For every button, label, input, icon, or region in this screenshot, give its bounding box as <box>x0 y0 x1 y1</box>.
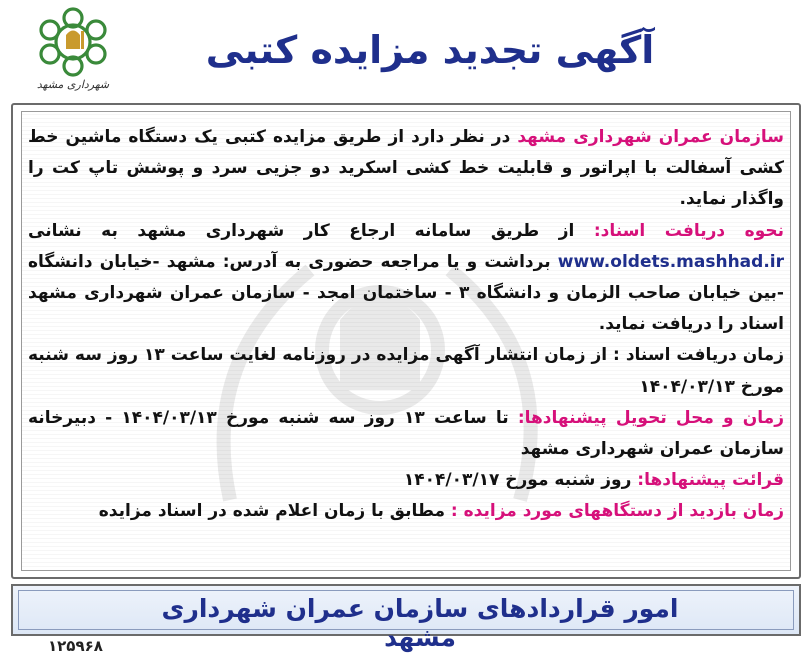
mashhad-municipality-logo <box>28 4 118 100</box>
doc-address-text: برداشت و یا مراجعه حضوری به آدرس: مشهد -خیابان دانشگاه -بین خیابان صاحب الزمان و دانشگاه ۳ - ساختمان امجد - سازمان عمران شهرداری مشهد اسناد را دریافت نماید. <box>28 251 784 335</box>
footer-department: امور قراردادهای سازمان عمران شهرداری مشهد <box>161 594 679 652</box>
opening-text: روز شنبه مورخ ۱۴۰۴/۰۳/۱۷ <box>403 470 638 491</box>
doc-method-label: نحوه دریافت اسناد: <box>593 220 785 241</box>
header <box>0 0 811 104</box>
visit-text: مطابق با زمان اعلام شده در اسناد مزایده <box>98 501 451 522</box>
organizer-name: سازمان عمران شهرداری مشهد <box>517 127 784 147</box>
doc-time-text: زمان دریافت اسناد : از زمان انتشار آگهی مزایده در روزنامه لغایت ساعت ۱۳ روز سه شنبه مورخ ۱۴۰۴/۰۳/۱۳ <box>28 345 784 397</box>
visit-label: زمان بازدید از دستگاههای مورد مزایده : <box>450 501 784 522</box>
doc-url-link[interactable]: www.oldets.mashhad.ir <box>557 251 784 272</box>
opening-label: قرائت پیشنهادها: <box>637 470 784 491</box>
auction-description: در نظر دارد از طریق مزایده کتبی یک دستگاه ماشین خط کشی آسفالت با اپراتور و قابلیت خط کشی اسکرید دو جزیی سرد و پوشش تاپ کت را واگذار نماید. <box>28 127 784 210</box>
submission-label: زمان و محل تحویل پیشنهادها: <box>517 407 784 428</box>
notice-body <box>28 122 784 528</box>
doc-method-text: از طریق سامانه ارجاع کار شهرداری مشهد به نشانی <box>28 220 594 241</box>
submission-text: تا ساعت ۱۳ روز سه شنبه مورخ ۱۴۰۴/۰۳/۱۳ - دبیرخانه سازمان عمران شهرداری مشهد <box>28 407 784 460</box>
logo-caption: شهرداری مشهد <box>36 78 110 91</box>
page-title: آگهی تجدید مزایده کتبی <box>205 28 655 72</box>
logo-emblem-icon <box>28 4 118 80</box>
notice-id: ۱۲۵۹۶۸ <box>48 637 103 655</box>
